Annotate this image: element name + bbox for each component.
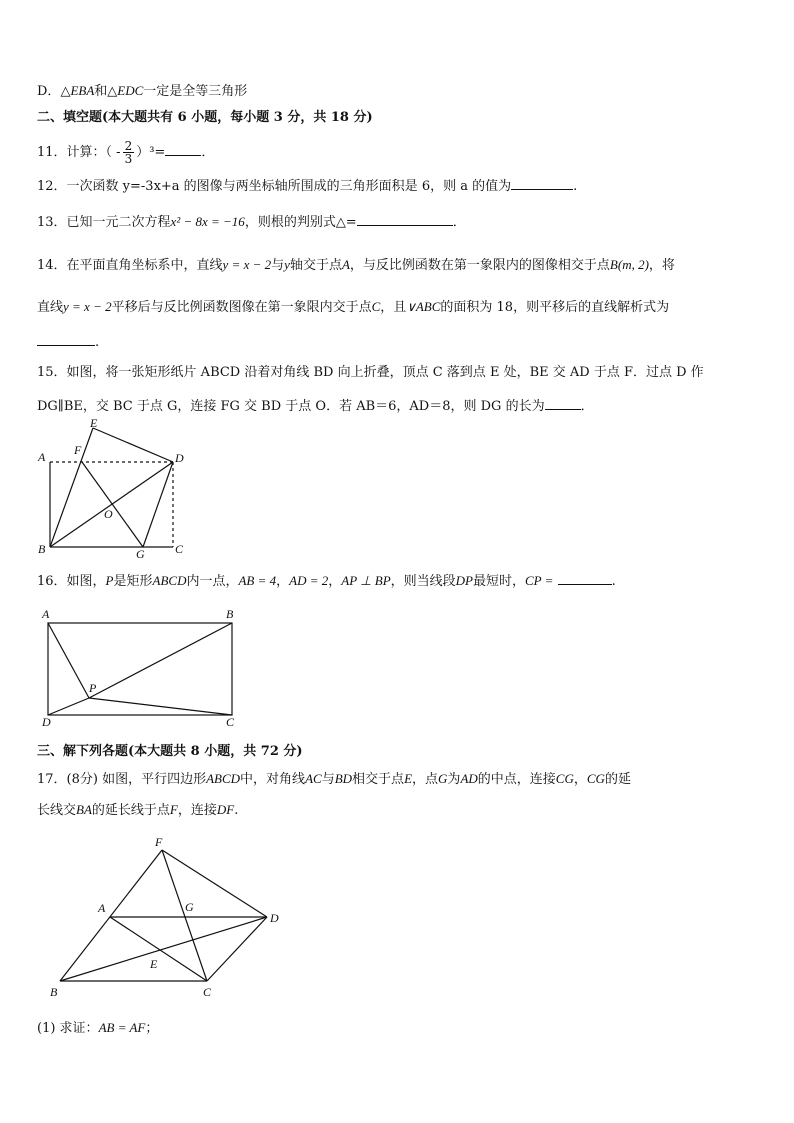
question-17-part-1: (1) 求证：AB = AF； (37, 1020, 159, 1036)
question-14-line-1: 14．在平面直角坐标系中，直线y = x − 2与y轴交于点A，与反比例函数在第一象限内的图像相交于点B(m, 2)，将 (37, 257, 675, 273)
label-g: G (185, 900, 194, 914)
segment-bp (89, 623, 232, 698)
diagonal-bd (60, 917, 267, 981)
diagonal-ac (110, 917, 207, 981)
segment-fc (162, 850, 207, 981)
label-d: D (42, 715, 51, 729)
label-b: B (38, 542, 46, 556)
label-e: E (150, 957, 158, 971)
label-c: C (175, 542, 184, 556)
label-p: P (89, 681, 97, 695)
answer-blank[interactable] (165, 143, 201, 156)
answer-blank[interactable] (558, 572, 612, 585)
label-d: D (175, 451, 184, 465)
question-16: 16．如图，P是矩形ABCD内一点，AB = 4，AD = 2，AP ⊥ BP，则当线段DP最短时，CP = . (37, 573, 616, 589)
diagonal-bd (50, 462, 173, 547)
question-12: 12．一次函数 y=-3x+a 的图像与两坐标轴所围成的三角形面积是 6，则 a 的值为 . (37, 179, 578, 194)
q16-figure (36, 604, 256, 734)
fraction: $\frac{2}{3}$ (124, 139, 133, 166)
segment-df (162, 850, 267, 917)
label-f: F (155, 835, 163, 849)
label-d: D (270, 911, 279, 925)
label-o: O (104, 507, 113, 521)
label-f: F (74, 443, 82, 457)
section-heading-fill-in: 二、填空题(本大题共有 6 小题，每小题 3 分，共 18 分) (37, 110, 373, 125)
answer-blank[interactable] (37, 333, 95, 346)
label-a: A (42, 607, 50, 621)
answer-blank[interactable] (511, 177, 573, 190)
line-bf (60, 850, 162, 981)
answer-blank[interactable] (545, 397, 581, 410)
segment-ed (93, 428, 173, 462)
answer-blank[interactable] (357, 213, 453, 226)
segment-cp (89, 698, 232, 715)
question-15-line-2: DG∥BE，交 BC 于点 G，连接 FG 交 BD 于点 O．若 AB＝6，AD＝8，则 DG 的长为 ． (37, 399, 594, 414)
q15-figure (30, 413, 230, 563)
label-a: A (38, 450, 46, 464)
option-d: D．△EBA和△EDC一定是全等三角形 (37, 83, 248, 99)
question-13: 13．已知一元二次方程x² − 8x = −16，则根的判别式△= ． (37, 214, 466, 230)
segment-ap (48, 623, 89, 698)
segment-dg (143, 462, 173, 547)
question-14-line-2: 直线y = x − 2平移后与反比例函数图像在第一象限内交于点C，且∨ABC的面积为 18，则平移后的直线解析式为 (37, 299, 670, 315)
question-17-line-1: 17．(8分) 如图，平行四边形ABCD中，对角线AC与BD相交于点E，点G为AD的中点，连接CG，CG的延 (37, 771, 631, 787)
question-15-line-1: 15．如图，将一张矩形纸片 ABCD 沿着对角线 BD 向上折叠，顶点 C 落到点 E 处，BE 交 AD 于点 F．过点 D 作 (37, 365, 704, 380)
segment-be (50, 428, 93, 547)
label-e: E (90, 416, 98, 430)
question-17-line-2: 长线交BA的延长线于点F，连接DF. (37, 802, 239, 818)
segment-fg (82, 462, 143, 547)
section-heading-solve: 三、解下列各题(本大题共 8 小题，共 72 分) (37, 744, 303, 759)
q17-figure (40, 832, 300, 1002)
label-a: A (98, 901, 106, 915)
label-g: G (136, 547, 145, 561)
label-c: C (226, 715, 235, 729)
label-b: B (226, 607, 234, 621)
label-b: B (50, 985, 58, 999)
segment-dp (48, 698, 89, 715)
question-14-line-3: . (37, 333, 99, 352)
label-c: C (203, 985, 212, 999)
question-11: 11．计算：（ - $\frac{2}{3}$ ）³= ． (37, 139, 215, 166)
